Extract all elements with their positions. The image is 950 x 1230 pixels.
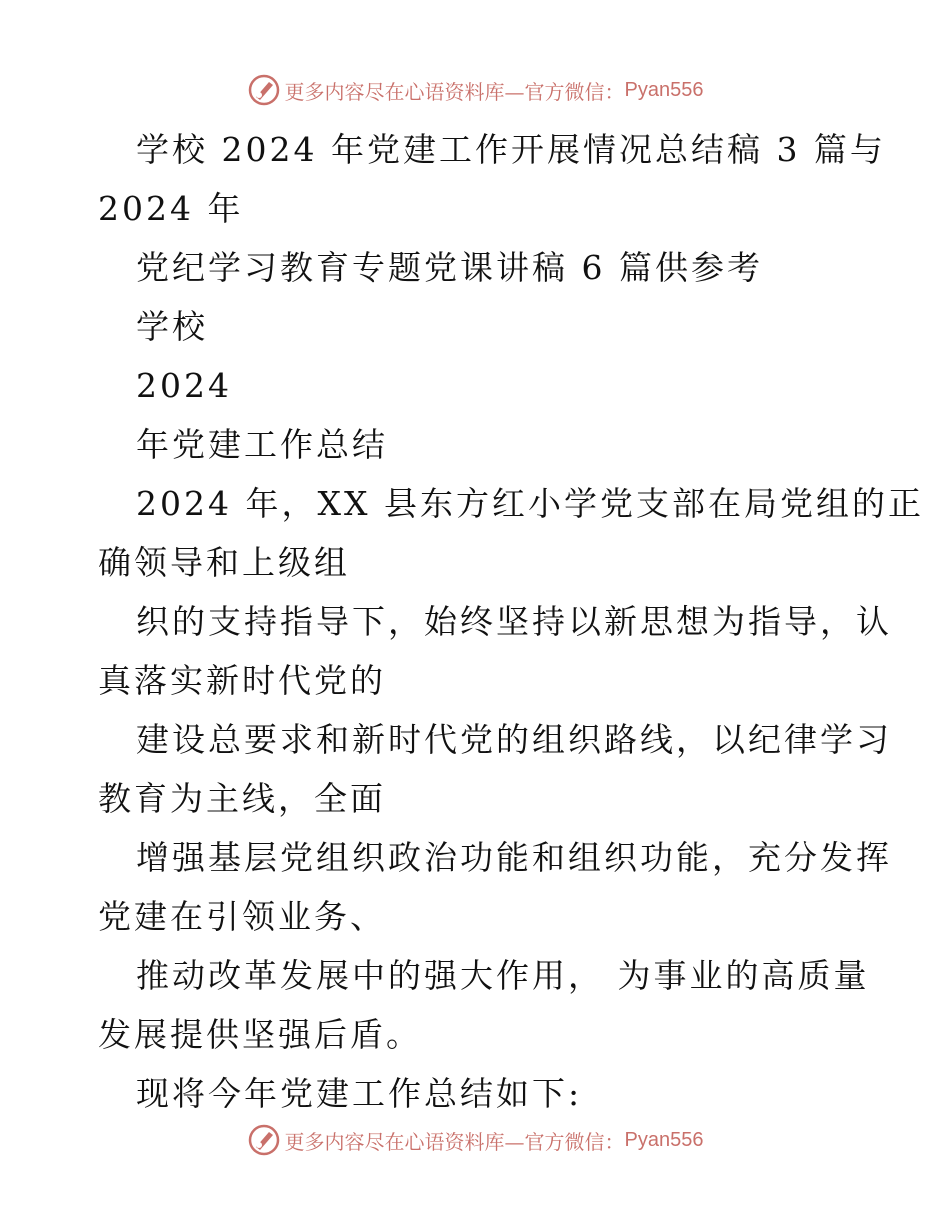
text-line: 2024	[136, 366, 232, 405]
text-line: 2024 年	[98, 189, 244, 228]
text-line: 确领导和上级组	[98, 543, 350, 582]
footer-watermark	[0, 1118, 950, 1162]
watermark-text: 更多内容尽在心语资料库—官方微信：	[284, 79, 625, 104]
text-line: 党纪学习教育专题党课讲稿 6 篇供参考	[136, 248, 763, 287]
text-line: 推动改革发展中的强大作用， 为事业的高质量	[136, 956, 870, 995]
text-line: 建设总要求和新时代党的组织路线，以纪律学习	[136, 720, 892, 759]
text-line: 真落实新时代党的	[98, 661, 386, 700]
text-line: 织的支持指导下，始终坚持以新思想为指导，认	[136, 602, 892, 641]
pen-logo-icon	[247, 1123, 281, 1157]
text-line: 党建在引领业务、	[98, 897, 386, 936]
watermark-id: Pyan556	[624, 78, 704, 101]
pen-logo-icon	[247, 73, 281, 107]
watermark-id: Pyan556	[624, 1128, 704, 1151]
text-line: 增强基层党组织政治功能和组织功能，充分发挥	[136, 838, 892, 877]
text-line: 学校 2024 年党建工作开展情况总结稿 3 篇与	[136, 130, 886, 169]
text-line: 发展提供坚强后盾。	[98, 1015, 422, 1054]
header-watermark	[0, 68, 950, 112]
document-body	[98, 120, 924, 1123]
text-line: 年党建工作总结	[136, 425, 388, 464]
watermark-text: 更多内容尽在心语资料库—官方微信：	[284, 1129, 625, 1154]
text-line: 现将今年党建工作总结如下:	[136, 1074, 583, 1113]
text-line: 2024 年，XX 县东方红小学党支部在局党组的正	[136, 484, 924, 523]
text-line: 学校	[136, 307, 208, 346]
text-line: 教育为主线，全面	[98, 779, 386, 818]
